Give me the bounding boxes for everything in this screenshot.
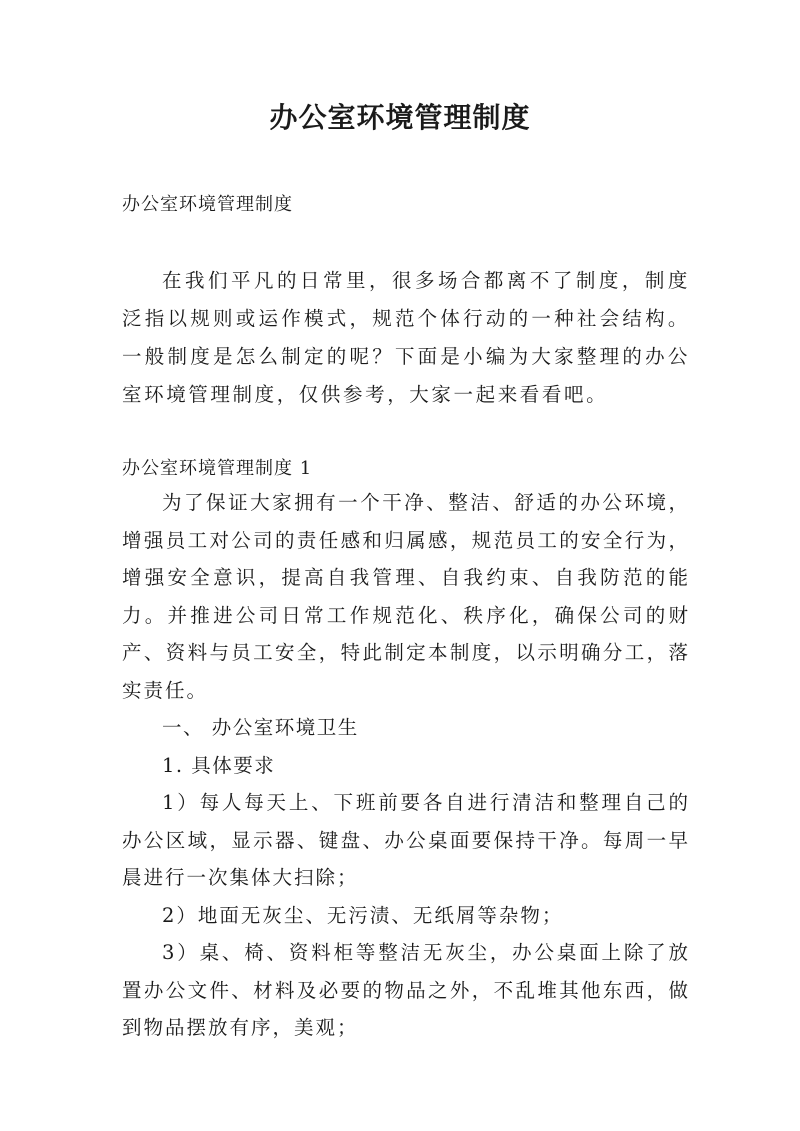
section-heading: 办公室环境管理制度 1 <box>122 458 313 479</box>
document-title: 办公室环境管理制度 <box>269 101 531 134</box>
document-subtitle: 办公室环境管理制度 <box>122 194 293 215</box>
purpose-paragraph: 为了保证大家拥有一个干净、整洁、舒适的办公环境，增强员工对公司的责任感和归属感，规范员工的安全行为，增强安全意识，提高自我管理、自我约束、自我防范的能力。并推进公司日常工作规范化、秩序化，确保公司的财产、资料与员工安全，特此制定本制度，以示明确分工，落实责任。 <box>122 491 690 702</box>
rule-item-3: 3）桌、椅、资料柜等整洁无灰尘，办公桌面上除了放置办公文件、材料及必要的物品之外，不乱堆其他东西，做到物品摆放有序，美观； <box>122 941 690 1039</box>
subsection-heading: 1. 具体要求 <box>162 753 276 777</box>
chapter-heading: 一、 办公室环境卫生 <box>162 716 359 739</box>
intro-paragraph: 在我们平凡的日常里，很多场合都离不了制度，制度泛指以规则或运作模式，规范个体行动的一种社会结构。一般制度是怎么制定的呢？下面是小编为大家整理的办公室环境管理制度，仅供参考，大家一起来看看吧。 <box>122 269 690 406</box>
rule-item-2: 2）地面无灰尘、无污渍、无纸屑等杂物； <box>162 903 564 927</box>
rule-item-1: 1）每人每天上、下班前要各自进行清洁和整理自己的办公区域，显示器、键盘、办公桌面要保持干净。每周一早晨进行一次集体大扫除； <box>122 791 690 889</box>
section-body <box>122 484 690 1047</box>
